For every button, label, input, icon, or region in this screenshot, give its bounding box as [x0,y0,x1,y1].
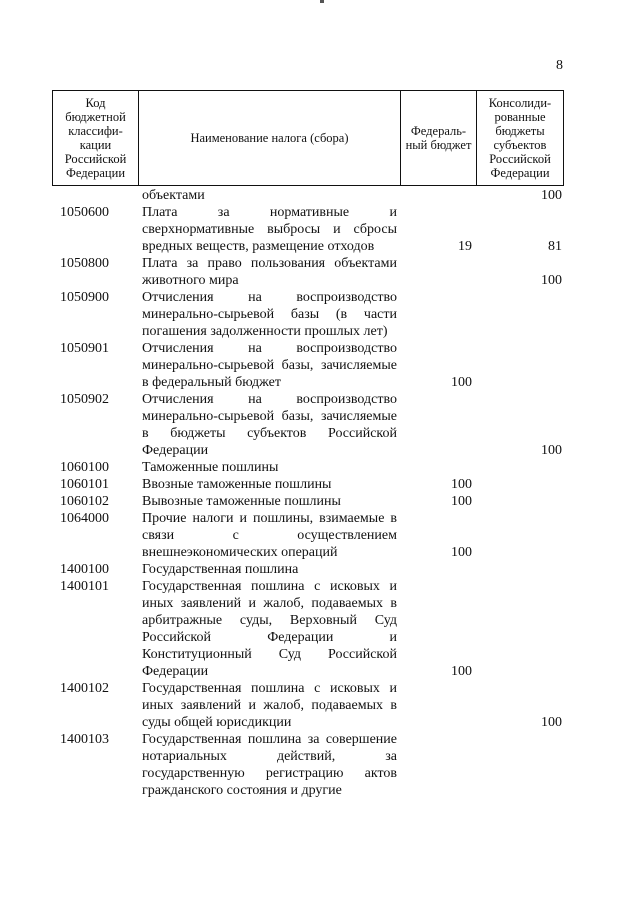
budget-code: 1060100 [60,460,109,475]
header-code: Код бюджетной классифи-кации Российской Федерации [53,91,139,186]
table-row [0,255,640,289]
tax-name: Государственная пошлина [142,562,299,577]
federal-share: 100 [451,477,472,492]
budget-code: 1050901 [60,341,109,356]
consolidated-share: 100 [541,443,562,458]
table-row [0,459,640,476]
budget-code: 1400100 [60,562,109,577]
budget-code: 1050800 [60,256,109,271]
budget-code: 1050600 [60,205,109,220]
consolidated-share: 100 [541,715,562,730]
header-federal: Федераль-ный бюджет [401,91,477,186]
table-row [0,561,640,578]
header-consolidated: Консолиди-рованные бюджеты субъектов Российской Федерации [477,91,564,186]
tax-name: Таможенные пошлины [142,460,279,475]
table-row [0,289,640,340]
table-row [0,510,640,561]
budget-code: 1050902 [60,392,109,407]
tax-name: Ввозные таможенные пошлины [142,477,332,492]
table-row [0,680,640,731]
tax-name: Плата за нормативные и сверхнормативные выбросы и сбросы вредных веществ, размещение отходов [142,205,397,254]
federal-share: 100 [451,494,472,509]
consolidated-share: 100 [541,273,562,288]
table-row [0,493,640,510]
page-top-mark [320,0,324,3]
federal-share: 19 [458,239,472,254]
tax-name: Государственная пошлина за совершение нотариальных действий, за государственную регистрацию актов гражданского состояния и другие [142,732,397,798]
table-body [0,187,640,799]
federal-share: 100 [451,664,472,679]
table-row [0,731,640,799]
tax-name: объектами [142,188,205,203]
consolidated-share: 81 [548,239,562,254]
budget-code: 1050900 [60,290,109,305]
header-name: Наименование налога (сбора) [139,91,401,186]
tax-name: Вывозные таможенные пошлины [142,494,341,509]
tax-name: Отчисления на воспроизводство минерально-сырьевой базы (в части погашения задолженности прошлых лет) [142,290,397,339]
budget-code: 1400101 [60,579,109,594]
tax-name: Отчисления на воспроизводство минерально-сырьевой базы, зачисляемые в федеральный бюджет [142,341,397,390]
budget-code: 1060101 [60,477,109,492]
table-row [0,391,640,459]
budget-code: 1060102 [60,494,109,509]
consolidated-share: 100 [541,188,562,203]
table-row [0,476,640,493]
page-number: 8 [556,58,563,73]
tax-name: Прочие налоги и пошлины, взимаемые в связи с осуществлением внешнеэкономических операций [142,511,397,560]
table-row [0,578,640,680]
federal-share: 100 [451,375,472,390]
table-row [0,187,640,204]
table-header [52,90,564,186]
budget-code: 1064000 [60,511,109,526]
table-row [0,204,640,255]
federal-share: 100 [451,545,472,560]
budget-code: 1400103 [60,732,109,747]
tax-name: Государственная пошлина с исковых и иных заявлений и жалоб, подаваемых в суды общей юрисдикции [142,681,397,730]
tax-name: Государственная пошлина с исковых и иных заявлений и жалоб, подаваемых в арбитражные суды, Верховный Суд Российской Федерации и Конституционный Суд Российской Федерации [142,579,397,679]
tax-name: Плата за право пользования объектами животного мира [142,256,397,288]
budget-code: 1400102 [60,681,109,696]
table-row [0,340,640,391]
tax-name: Отчисления на воспроизводство минерально-сырьевой базы, зачисляемые в бюджеты субъектов Российской Федерации [142,392,397,458]
